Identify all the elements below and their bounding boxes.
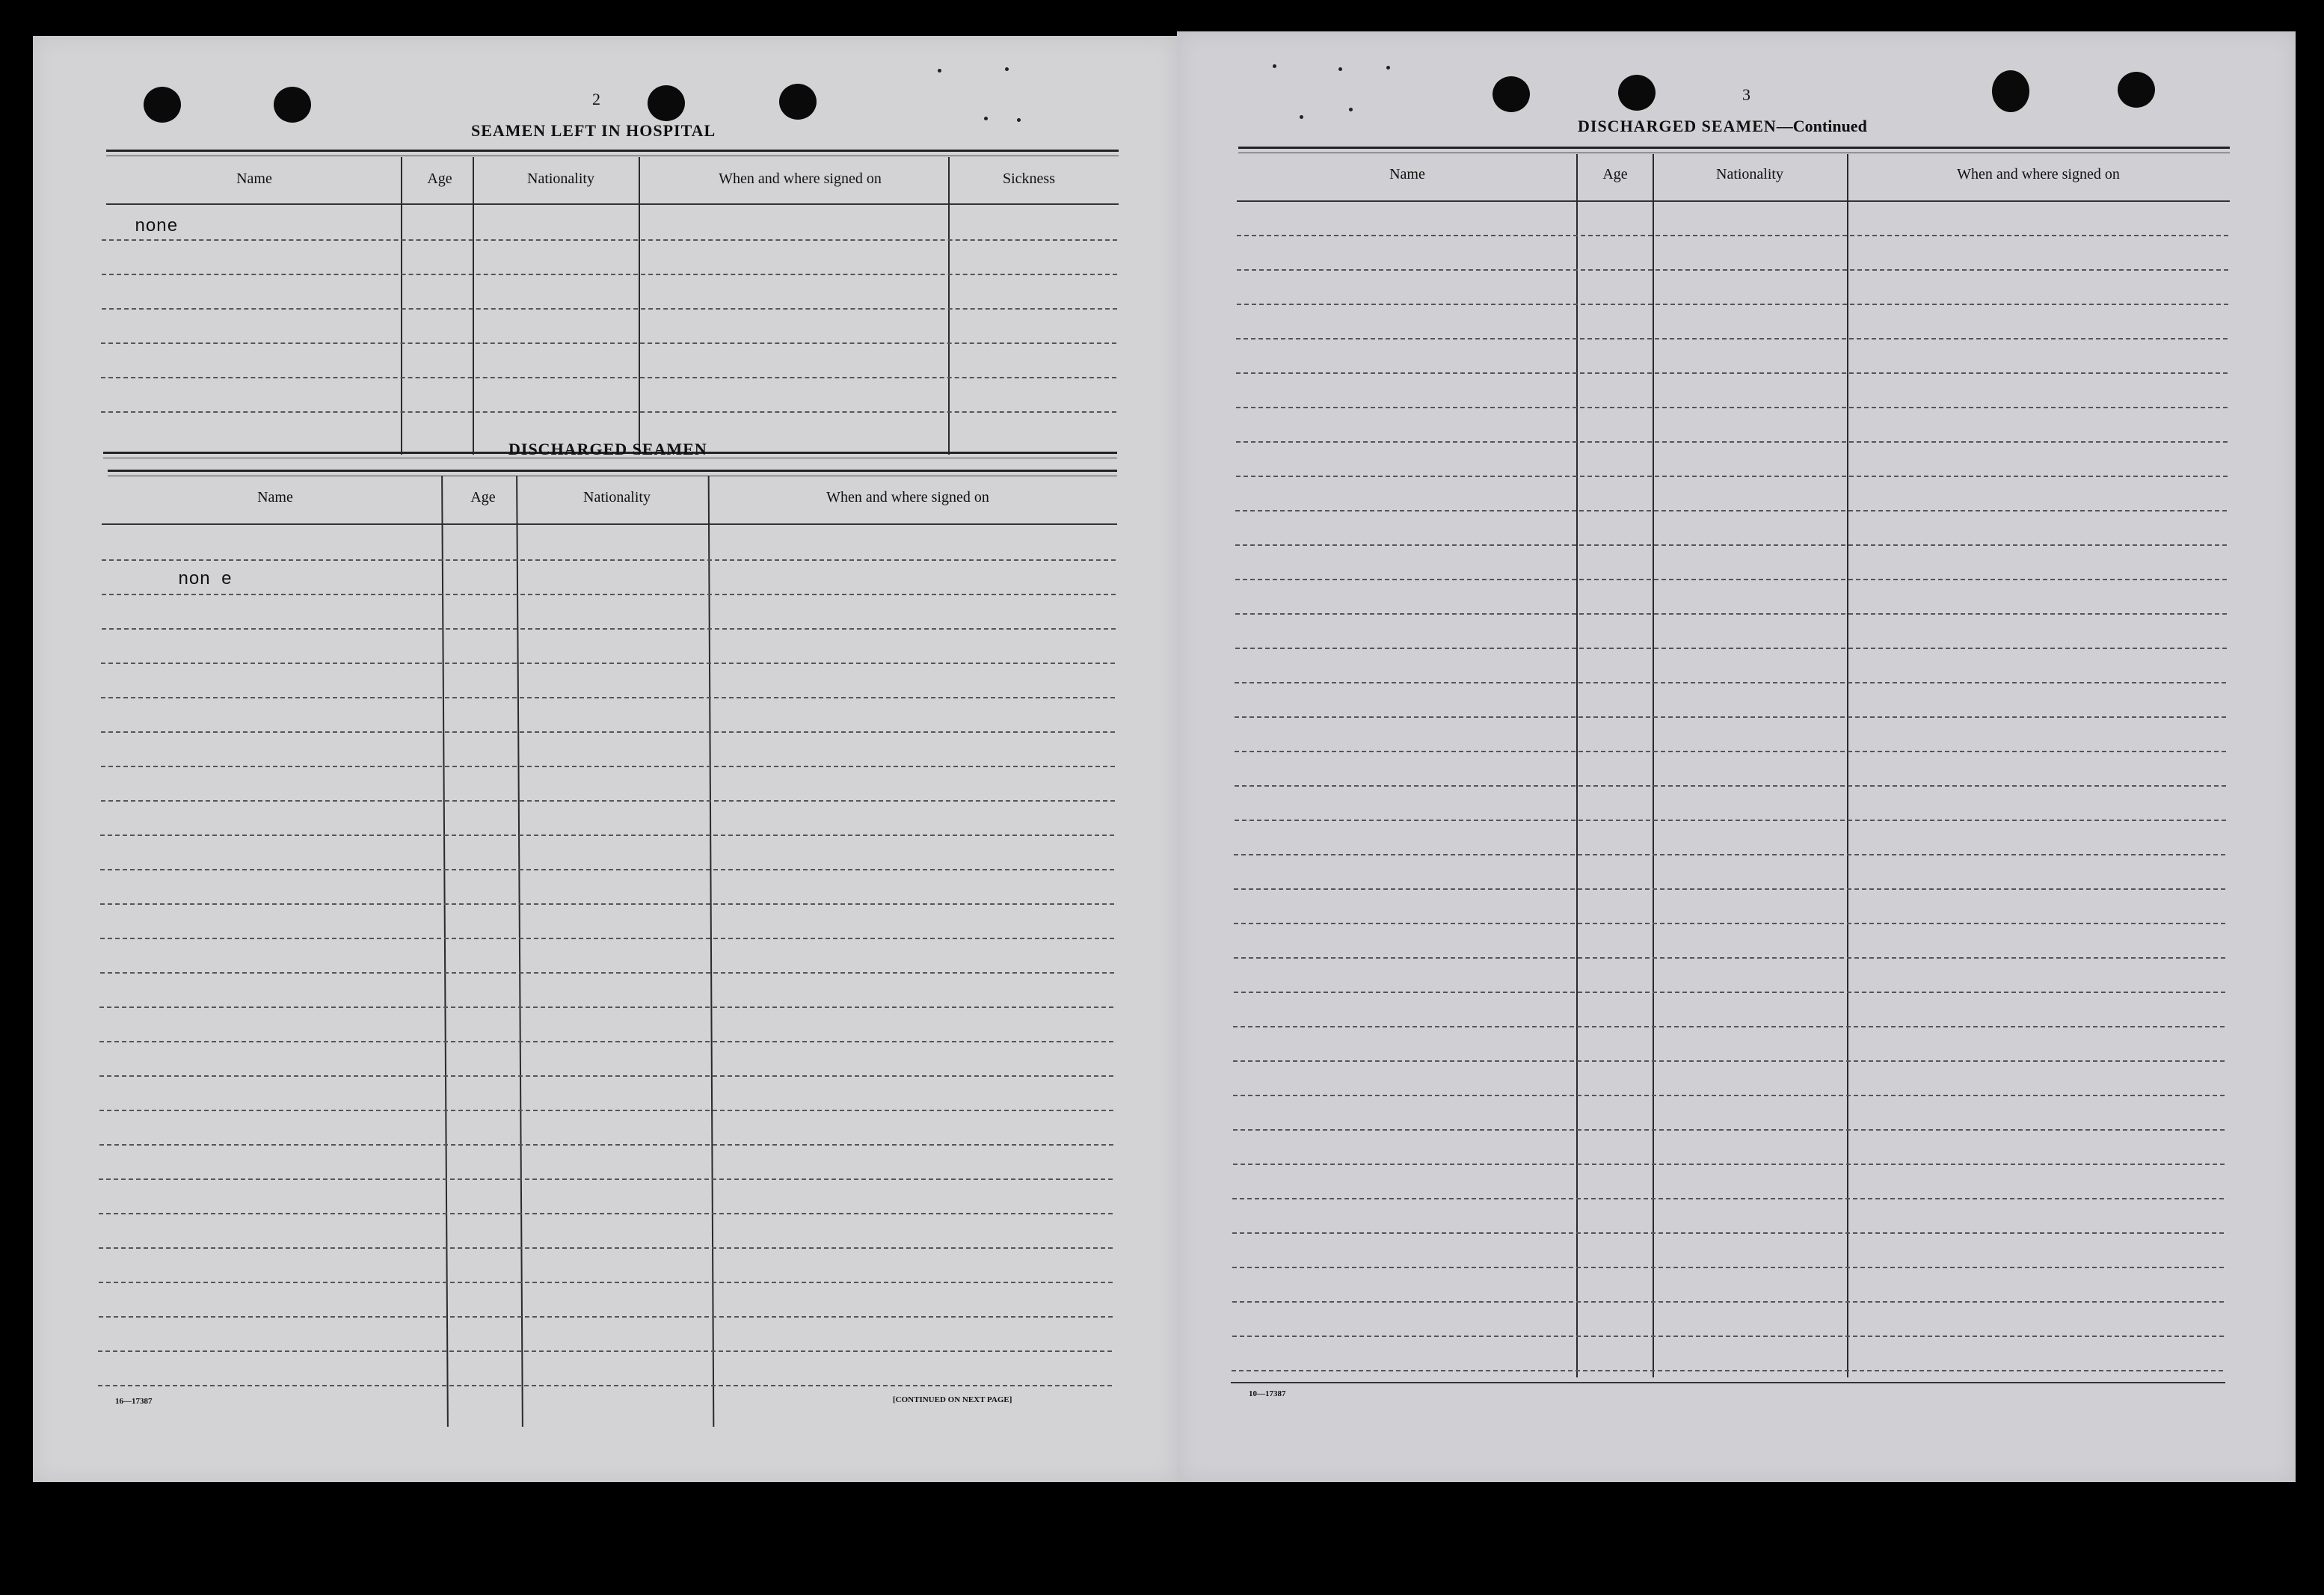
table-row-line — [1235, 716, 2226, 718]
speck — [1273, 64, 1276, 68]
table-row-line — [101, 766, 1115, 767]
punch-hole — [274, 87, 311, 123]
table-row-line — [102, 559, 1116, 561]
table-row-line — [1233, 1095, 2225, 1096]
table-row-line — [1235, 820, 2226, 821]
table-row-line — [1232, 1232, 2224, 1234]
table-row-line — [100, 869, 1114, 870]
column-divider — [441, 476, 449, 1427]
punch-hole — [144, 87, 181, 123]
col-nationality: Nationality — [583, 489, 651, 505]
table-row-line — [99, 1247, 1113, 1249]
speck — [1386, 66, 1390, 70]
table-row-line — [1236, 441, 2228, 443]
table-row-line — [1232, 1301, 2224, 1303]
table-row-line — [1236, 407, 2228, 408]
table-row-line — [1233, 1060, 2225, 1062]
col-name: Name — [1389, 166, 1425, 182]
table-row-line — [1233, 1129, 2225, 1131]
table-row-line — [100, 835, 1114, 836]
table-row-line — [99, 1041, 1113, 1042]
table-row-line — [1235, 648, 2227, 649]
table-row-line — [1235, 682, 2226, 683]
form-number: 16—17387 — [115, 1397, 153, 1406]
table-row-line — [98, 1350, 1112, 1352]
col-name: Name — [257, 489, 293, 505]
punch-hole — [779, 84, 817, 120]
speck — [1005, 67, 1009, 71]
title-main: DISCHARGED SEAMEN — [1578, 117, 1777, 135]
table-bottom-rule — [1231, 1382, 2225, 1383]
table-row-line — [1232, 1267, 2224, 1268]
table-row-line — [1235, 751, 2226, 752]
table-row-line — [99, 1007, 1113, 1008]
table-row-line — [1235, 579, 2227, 580]
punch-hole — [648, 85, 685, 121]
speck — [1017, 118, 1021, 122]
column-divider — [473, 157, 474, 455]
table-row-line — [1235, 544, 2227, 546]
hospital-entry: none — [135, 217, 178, 237]
table-row-line — [99, 1075, 1113, 1077]
header-rule — [106, 203, 1119, 205]
table-row-line — [99, 1144, 1113, 1146]
col-when-where: When and where signed on — [1957, 166, 2120, 182]
table-row-line — [1232, 1198, 2224, 1199]
table-row-line — [101, 663, 1115, 664]
table-row-line — [1235, 785, 2226, 787]
form-number: 10—17387 — [1249, 1389, 1286, 1398]
page-number: 3 — [1742, 85, 1750, 104]
table-row-line — [1234, 923, 2225, 924]
table-top-rule — [106, 150, 1119, 156]
table-row-line — [1237, 304, 2228, 305]
table-row-line — [1232, 1370, 2223, 1371]
table-top-rule — [108, 470, 1117, 476]
table-row-line — [101, 377, 1116, 378]
discharged-continued-title — [1578, 117, 1867, 136]
table-row-line — [102, 239, 1117, 241]
table-row-line — [1236, 338, 2228, 339]
table-row-line — [1233, 1164, 2225, 1165]
col-nationality: Nationality — [527, 170, 594, 187]
hospital-section-title: SEAMEN LEFT IN HOSPITAL — [471, 121, 716, 140]
table-row-line — [1237, 235, 2228, 236]
discharged-section-title: DISCHARGED SEAMEN — [508, 440, 707, 458]
table-row-line — [1234, 957, 2225, 959]
col-age: Age — [1602, 166, 1628, 182]
col-nationality: Nationality — [1716, 166, 1783, 182]
right-page — [1177, 31, 2296, 1482]
page-number: 2 — [592, 90, 600, 108]
col-age: Age — [427, 170, 452, 187]
discharged-entry: non e — [178, 570, 233, 590]
column-divider — [948, 157, 950, 455]
table-row-line — [102, 308, 1117, 310]
col-sickness: Sickness — [1003, 170, 1055, 187]
table-row-line — [101, 697, 1115, 698]
table-row-line — [1233, 1026, 2225, 1027]
punch-hole — [1493, 76, 1530, 112]
table-row-line — [1237, 269, 2228, 271]
punch-hole — [2118, 72, 2155, 108]
speck — [1349, 108, 1353, 111]
speck — [938, 69, 941, 73]
table-row-line — [1236, 372, 2228, 374]
table-row-line — [100, 972, 1114, 974]
speck — [1300, 115, 1303, 119]
table-row-line — [101, 731, 1115, 733]
col-when-where: When and where signed on — [826, 489, 989, 505]
column-divider — [639, 157, 640, 455]
table-row-line — [98, 1385, 1112, 1386]
title-suffix: —Continued — [1776, 117, 1867, 135]
punch-hole — [1618, 75, 1656, 111]
speck — [1338, 67, 1342, 71]
table-row-line — [102, 594, 1116, 595]
table-row-line — [99, 1316, 1113, 1318]
table-row-line — [100, 903, 1114, 905]
table-row-line — [1234, 888, 2225, 890]
table-row-line — [1235, 510, 2227, 511]
table-row-line — [99, 1110, 1113, 1111]
table-row-line — [101, 800, 1115, 802]
table-row-line — [1234, 992, 2225, 993]
table-row-line — [102, 628, 1116, 630]
continued-note: [CONTINUED ON NEXT PAGE] — [893, 1395, 1012, 1404]
table-row-line — [99, 1282, 1113, 1283]
table-row-line — [1236, 476, 2228, 477]
punch-hole — [1992, 70, 2029, 112]
header-rule — [1237, 200, 2230, 202]
table-row-line — [99, 1213, 1113, 1214]
table-row-line — [101, 411, 1116, 413]
table-row-line — [99, 1178, 1113, 1180]
column-divider — [516, 476, 523, 1427]
col-name: Name — [236, 170, 272, 187]
table-row-line — [1232, 1336, 2224, 1337]
table-row-line — [1235, 613, 2227, 615]
table-row-line — [100, 938, 1114, 939]
col-when-where: When and where signed on — [719, 170, 882, 187]
column-divider — [401, 157, 402, 455]
header-rule — [102, 523, 1117, 525]
speck — [984, 117, 988, 120]
col-age: Age — [470, 489, 496, 505]
table-row-line — [1234, 854, 2225, 855]
table-row-line — [101, 342, 1116, 344]
table-row-line — [102, 274, 1117, 275]
column-divider — [708, 476, 715, 1427]
table-top-rule — [1238, 147, 2230, 153]
left-page — [33, 36, 1177, 1482]
